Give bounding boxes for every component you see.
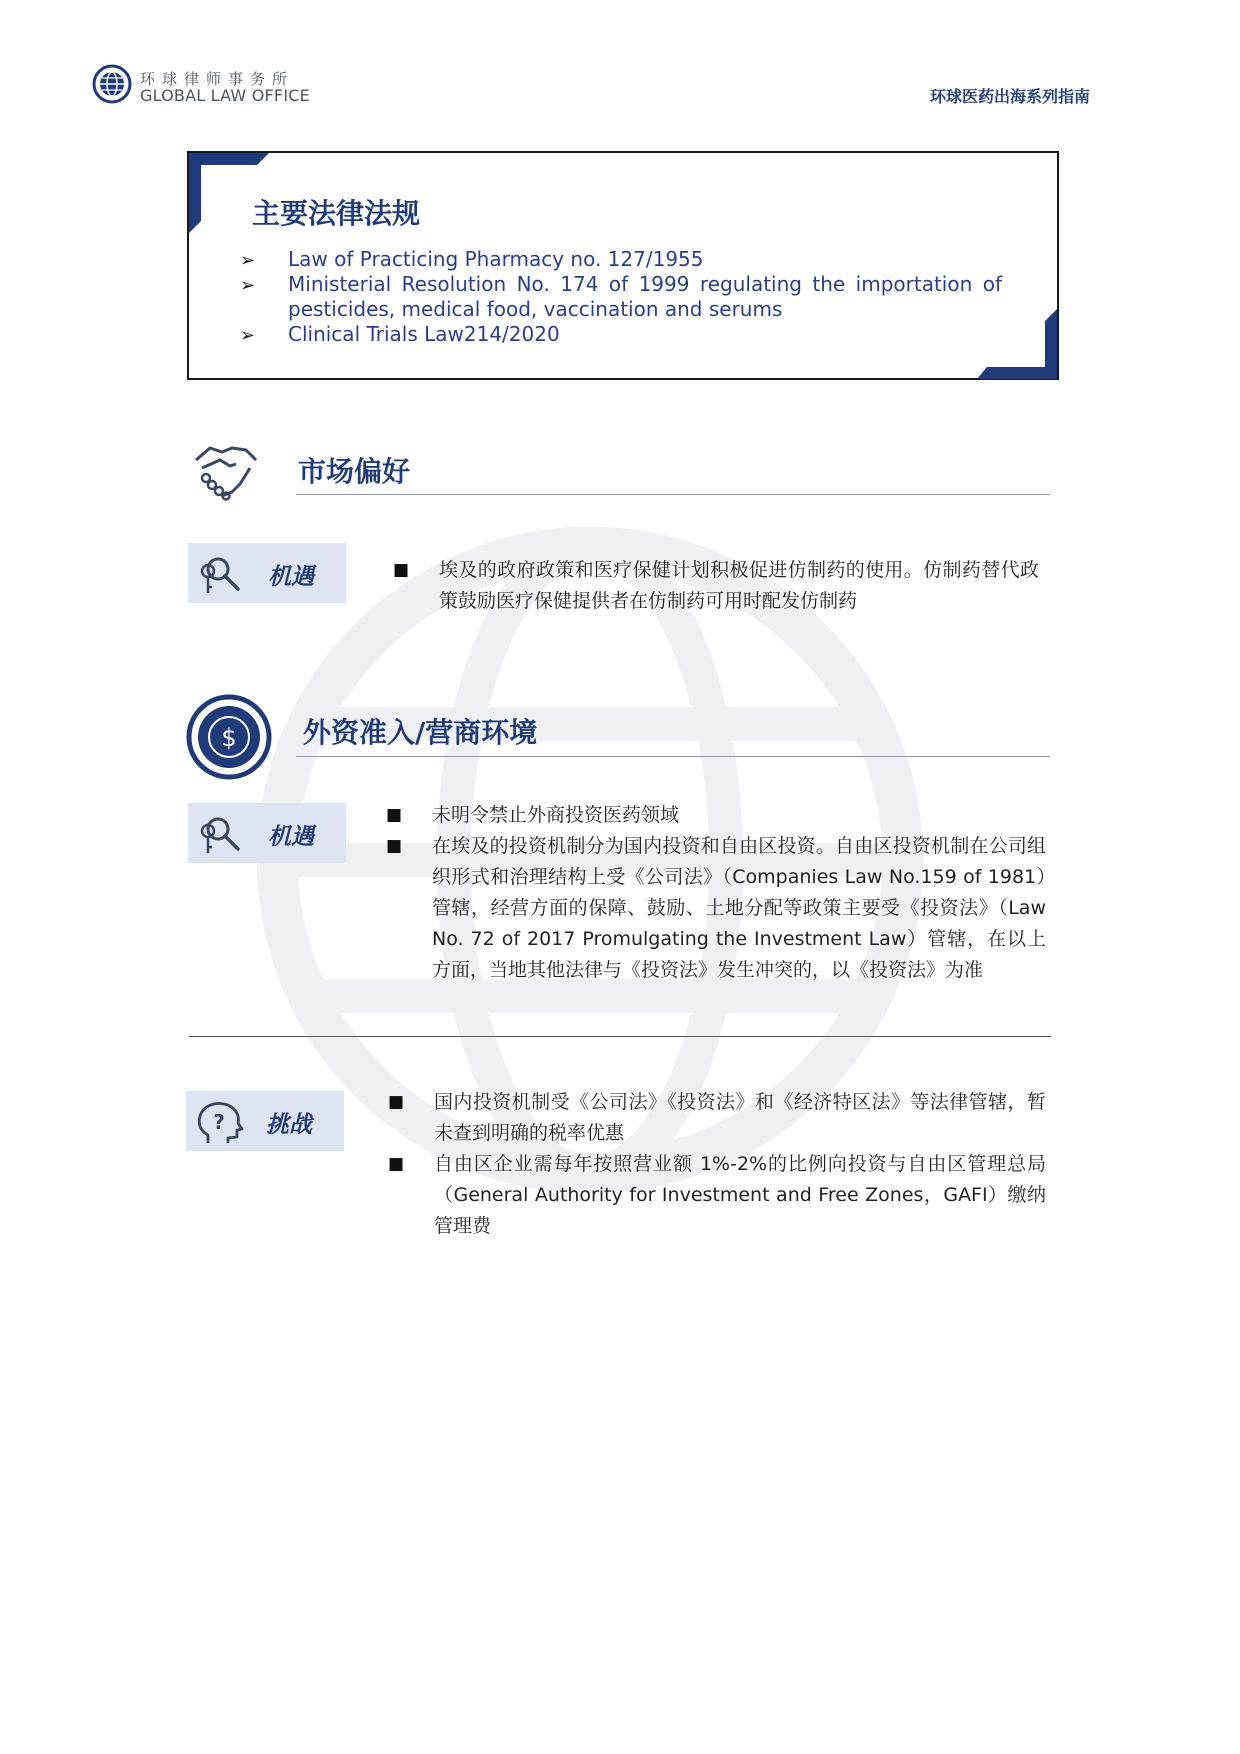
list-item: ■ 埃及的政府政策和医疗保健计划积极促进仿制药的使用。仿制药替代政策鼓励医疗保健提供者在仿制药可用时配发仿制药 xyxy=(393,555,1039,617)
market-opportunity-list xyxy=(393,555,1039,617)
svg-text:$: $ xyxy=(221,724,237,752)
key-search-icon xyxy=(196,813,248,855)
square-bullet-icon: ■ xyxy=(386,836,403,856)
market-section-title: 市场偏好 xyxy=(298,455,411,488)
investment-section-title: 外资准入/营商环境 xyxy=(303,716,538,749)
section-rule xyxy=(296,494,1050,495)
question-head-icon xyxy=(194,1101,246,1147)
list-item: ➢ Law of Practicing Pharmacy no. 127/1955 xyxy=(240,247,704,271)
section-rule xyxy=(296,756,1050,757)
opportunity-badge xyxy=(188,543,346,603)
list-item: ➢ Clinical Trials Law214/2020 xyxy=(240,322,560,346)
arrow-bullet-icon: ➢ xyxy=(240,275,256,296)
svg-text:?: ? xyxy=(213,1110,225,1134)
square-bullet-icon: ■ xyxy=(386,805,403,825)
handshake-icon xyxy=(192,438,260,504)
laws-list xyxy=(240,247,1002,347)
investment-challenge-list xyxy=(388,1087,1046,1242)
challenge-label: 挑战 xyxy=(266,1112,312,1138)
opportunity-badge xyxy=(188,803,346,863)
list-item: ■ 未明令禁止外商投资医药领域 xyxy=(386,800,1046,831)
opportunity-label: 机遇 xyxy=(268,824,314,850)
globe-logo-icon xyxy=(92,64,132,104)
investment-opportunity-list xyxy=(386,800,1046,986)
key-search-icon xyxy=(196,553,248,595)
arrow-bullet-icon: ➢ xyxy=(240,250,256,271)
firm-name-cn: 环球律师事务所 xyxy=(140,70,295,88)
challenge-badge xyxy=(186,1091,344,1151)
square-bullet-icon: ■ xyxy=(388,1092,405,1112)
dollar-coin-icon xyxy=(186,694,272,780)
laws-title: 主要法律法规 xyxy=(252,197,421,230)
square-bullet-icon: ■ xyxy=(388,1154,405,1174)
firm-name-en: GLOBAL LAW OFFICE xyxy=(140,86,310,105)
arrow-bullet-icon: ➢ xyxy=(240,325,256,346)
list-item: ■ 自由区企业需每年按照营业额 1%-2%的比例向投资与自由区管理总局（General Authority for Investment and Free Zones，GAFI）缴纳管理费 xyxy=(388,1149,1046,1242)
list-item: ■ 国内投资机制受《公司法》《投资法》和《经济特区法》等法律管辖，暂未查到明确的税率优惠 xyxy=(388,1087,1046,1149)
list-item: ➢ Ministerial Resolution No. 174 of 1999 regulating the importation of pesticides, medical food, vaccination and serums xyxy=(240,272,1002,321)
list-item: ■ 在埃及的投资机制分为国内投资和自由区投资。自由区投资机制在公司组织形式和治理结构上受《公司法》（Companies Law No.159 of 1981）管辖，经营方面的保障、鼓励、土地分配等政策主要受《投资法》（Law No. 72 of 2017 Promulgating the Investment Law）管辖，在以上方面，当地其他法律与《投资法》发生冲突的，以《投资法》为准 xyxy=(386,831,1046,986)
section-divider xyxy=(189,1036,1051,1037)
series-title: 环球医药出海系列指南 xyxy=(930,87,1091,106)
square-bullet-icon: ■ xyxy=(393,560,410,580)
opportunity-label: 机遇 xyxy=(268,564,314,590)
